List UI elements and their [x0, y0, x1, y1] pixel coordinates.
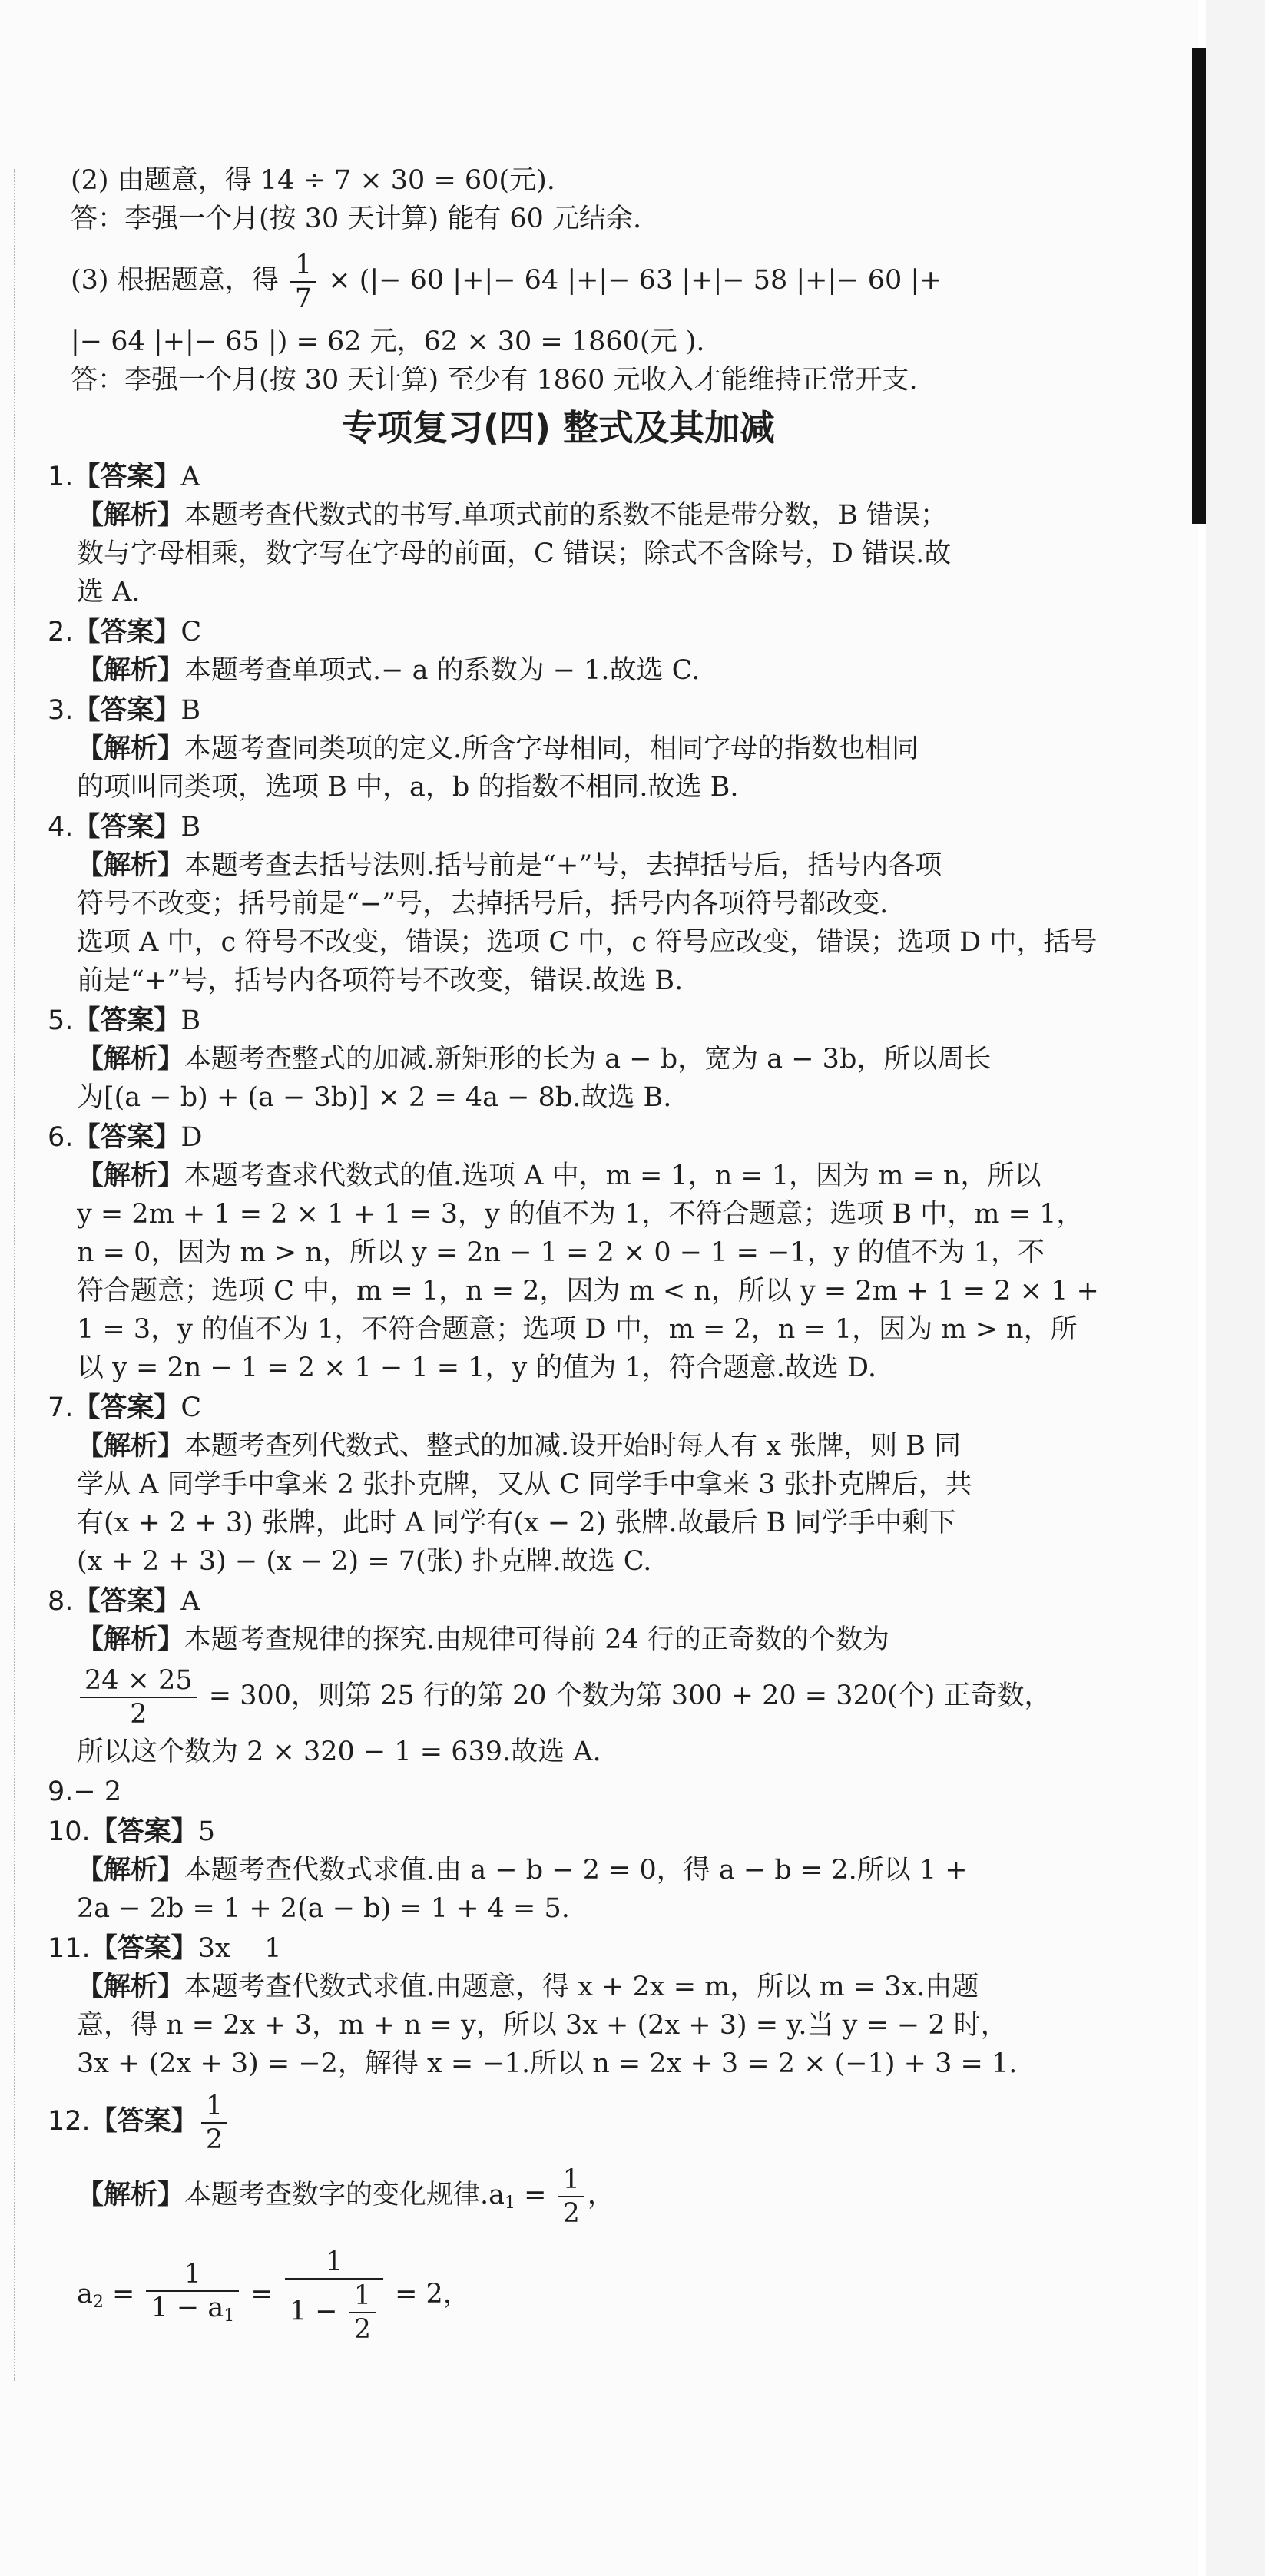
- item-number: 4.: [48, 812, 74, 843]
- explain-line: 本题考查代数式求值.由题意，得 x + 2x = m，所以 m = 3x.由题: [184, 1972, 979, 2002]
- explain-line: (x + 2 + 3) − (x − 2) = 7(张) 扑克牌.故选 C.: [77, 1546, 652, 1577]
- item-7: [48, 1389, 1069, 1581]
- item-number: 11.: [48, 1933, 91, 1964]
- explain-line: 选项 A 中，c 符号不改变，错误；选项 C 中，c 符号应改变，错误；选项 D 中，括号: [77, 927, 1098, 958]
- explain-line: 前是“+”号，括号内各项符号不改变，错误.故选 B.: [77, 965, 684, 996]
- answer-value: 3x 1: [197, 1933, 282, 1964]
- item-6: [48, 1118, 1099, 1387]
- explain-label: 【解析】: [77, 1972, 185, 2002]
- fraction-numerator: 1: [325, 2246, 343, 2277]
- part3-line: [48, 238, 1069, 323]
- subscript: 1: [505, 2194, 516, 2213]
- equals: =: [524, 2180, 547, 2210]
- item-1: [48, 458, 1069, 611]
- answer-label: 【答案】: [73, 1586, 181, 1617]
- answer-label: 【答案】: [73, 812, 181, 843]
- item-2: [48, 613, 1069, 690]
- explain-line: 学从 A 同学手中拿来 2 张扑克牌，又从 C 同学手中拿来 3 张扑克牌后，共: [77, 1469, 972, 1500]
- fraction-numerator: 1: [205, 2090, 223, 2121]
- subscript: 2: [92, 2293, 104, 2312]
- fraction-denominator: [285, 2278, 383, 2346]
- explain-label: 【解析】: [77, 655, 185, 686]
- explain-line: [77, 2158, 1069, 2240]
- explain-label: 【解析】: [77, 1855, 185, 1886]
- answer-fraction: [201, 2090, 227, 2156]
- item-11: [48, 1929, 1069, 2083]
- item-number: 8.: [48, 1586, 74, 1617]
- fraction-denominator: [146, 2290, 239, 2333]
- explain-line: 本题考查单项式.− a 的系数为 − 1.故选 C.: [184, 655, 700, 686]
- fraction: [146, 2258, 239, 2333]
- explain-label: 【解析】: [77, 500, 185, 531]
- explain-line: 有(x + 2 + 3) 张牌，此时 A 同学有(x − 2) 张牌.故最后 B 同学手中剩下: [77, 1508, 956, 1538]
- fraction-numerator: 1: [353, 2280, 371, 2311]
- fraction: [558, 2164, 584, 2230]
- explain-line: 本题考查规律的探究.由规律可得前 24 行的正奇数的个数为: [184, 1624, 889, 1655]
- answer-label: 【答案】: [73, 462, 181, 492]
- explain-text: 本题考查数字的变化规律.a: [184, 2180, 505, 2210]
- answer-value: 5: [197, 1816, 215, 1847]
- explain-line: 本题考查去括号法则.括号前是“+”号，去掉括号后，括号内各项: [184, 850, 942, 881]
- fraction-denominator: 2: [349, 2312, 376, 2346]
- inner-fraction: [349, 2280, 376, 2346]
- fraction: [80, 1664, 197, 1730]
- item-number: 1.: [48, 462, 74, 492]
- part3-lead: (3) 根据题意，得: [71, 265, 279, 296]
- fraction-denominator: 7: [290, 281, 316, 315]
- explain-line: 所以这个数为 2 × 320 − 1 = 639.故选 A.: [77, 1737, 601, 1767]
- part3-rest: × (|− 60 |+|− 64 |+|− 63 |+|− 58 |+|− 60 |+: [328, 265, 942, 296]
- answer-label: 【答案】: [90, 2106, 198, 2137]
- result: = 2，: [395, 2279, 470, 2309]
- answer-label: 【答案】: [90, 1816, 198, 1847]
- explain-line: 本题考查求代数式的值.选项 A 中，m = 1，n = 1，因为 m = n，所以: [184, 1161, 1041, 1191]
- explain-line: 以 y = 2n − 1 = 2 × 1 − 1 = 1，y 的值为 1，符合题意.故选 D.: [77, 1353, 876, 1383]
- item-4: [48, 808, 1098, 1000]
- explain-label: 【解析】: [77, 1624, 185, 1655]
- subscript: 1: [224, 2306, 235, 2326]
- item-10: [48, 1813, 1069, 1928]
- answer-label: 【答案】: [73, 617, 181, 647]
- explain-line: 意，得 n = 2x + 3，m + n = y，所以 3x + (2x + 3) = y.当 y = − 2 时，: [77, 2010, 1008, 2041]
- part3-fraction: [290, 249, 316, 315]
- item-5: [48, 1002, 1069, 1117]
- answer-value: A: [180, 1586, 200, 1617]
- fraction-numerator: 1: [184, 2259, 201, 2290]
- item-number: 10.: [48, 1816, 91, 1847]
- explain-line: 符合题意；选项 C 中，m = 1，n = 2，因为 m < n，所以 y = 2m + 1 = 2 × 1 +: [77, 1276, 1099, 1306]
- page-content: [48, 161, 1099, 2356]
- answer-label: 【答案】: [73, 1392, 181, 1423]
- answer-value: D: [180, 1122, 203, 1153]
- a2-symbol: a: [77, 2279, 93, 2309]
- comma: ，: [587, 2180, 614, 2210]
- denominator-text: 1 −: [289, 2296, 338, 2326]
- item-number: 2.: [48, 617, 74, 647]
- answer-value: C: [180, 617, 202, 647]
- explain-line: 为[(a − b) + (a − 3b)] × 2 = 4a − 8b.故选 B.: [77, 1082, 672, 1113]
- fraction-numerator: 1: [294, 249, 313, 280]
- part3-answer: 答：李强一个月(按 30 天计算) 至少有 1860 元收入才能维持正常开支.: [71, 365, 918, 396]
- denominator-text: 1 − a: [151, 2293, 224, 2323]
- item-number: 7.: [48, 1392, 74, 1423]
- answer-label: 【答案】: [73, 695, 181, 726]
- answer-value: B: [180, 1005, 201, 1036]
- part2-answer: 答：李强一个月(按 30 天计算) 能有 60 元结余.: [71, 204, 642, 234]
- explain-line: 选 A.: [77, 577, 141, 608]
- equals: =: [112, 2279, 135, 2309]
- explain-line: y = 2m + 1 = 2 × 1 + 1 = 3，y 的值不为 1，不符合题意；选项 B 中，m = 1，: [77, 1199, 1084, 1230]
- item-12: [48, 2084, 1069, 2356]
- explain-line: 本题考查代数式的书写.单项式前的系数不能是带分数，B 错误；: [184, 500, 947, 531]
- explain-line: n = 0，因为 m > n，所以 y = 2n − 1 = 2 × 0 − 1 = −1，y 的值不为 1，不: [77, 1237, 1045, 1268]
- explain-label: 【解析】: [77, 1431, 185, 1462]
- explain-line: 本题考查列代数式、整式的加减.设开始时每人有 x 张牌，则 B 同: [184, 1431, 962, 1462]
- page-edge-shadow: [1206, 0, 1265, 2576]
- item-number: 3.: [48, 695, 74, 726]
- answer-value: C: [180, 1392, 202, 1423]
- item-number: 12.: [48, 2106, 91, 2137]
- page-edge-bar: [1192, 48, 1206, 524]
- equals: =: [250, 2279, 273, 2309]
- explain-line: 符号不改变；括号前是“−”号，去掉括号后，括号内各项符号都改变.: [77, 889, 889, 919]
- explain-line: 本题考查整式的加减.新矩形的长为 a − b，宽为 a − 3b，所以周长: [184, 1044, 992, 1074]
- item-9: [48, 1773, 1069, 1811]
- answer-value: A: [180, 462, 200, 492]
- explain-label: 【解析】: [77, 733, 185, 764]
- item-3: [48, 691, 1069, 806]
- explain-line: 2a − 2b = 1 + 2(a − b) = 1 + 4 = 5.: [77, 1893, 570, 1924]
- a2-line: [77, 2240, 1069, 2356]
- fraction-denominator: 2: [558, 2196, 584, 2230]
- explain-line: 的项叫同类项，选项 B 中，a，b 的指数不相同.故选 B.: [77, 772, 739, 803]
- item-8: [48, 1582, 1069, 1771]
- explain-label: 【解析】: [77, 850, 185, 881]
- answer-label: 【答案】: [73, 1005, 181, 1036]
- section-heading: 专项复习(四) 整式及其加减: [341, 407, 776, 449]
- fraction-line: [77, 1659, 1069, 1733]
- fraction-numerator: 1: [562, 2164, 580, 2195]
- explain-line: 本题考查代数式求值.由 a − b − 2 = 0，得 a − b = 2.所以 1 +: [184, 1855, 968, 1886]
- explain-line: = 300，则第 25 行的第 20 个数为第 300 + 20 = 320(个) 正奇数，: [208, 1680, 1051, 1711]
- answer-label: 【答案】: [73, 1122, 181, 1153]
- explain-line: 3x + (2x + 3) = −2，解得 x = −1.所以 n = 2x + 3 = 2 × (−1) + 3 = 1.: [77, 2048, 1018, 2079]
- part2-line: (2) 由题意，得 14 ÷ 7 × 30 = 60(元).: [71, 165, 555, 196]
- answer-value: − 2: [73, 1776, 122, 1807]
- fraction-numerator: 24 × 25: [84, 1664, 193, 1696]
- explain-line: 本题考查同类项的定义.所含字母相同，相同字母的指数也相同: [184, 733, 919, 764]
- fraction-denominator: 2: [80, 1697, 197, 1730]
- explain-label: 【解析】: [77, 1161, 185, 1191]
- item-number: 9.: [48, 1776, 74, 1807]
- explain-line: 1 = 3，y 的值不为 1，不符合题意；选项 D 中，m = 2，n = 1，因为 m > n，所: [77, 1314, 1078, 1345]
- explain-label: 【解析】: [77, 2180, 185, 2210]
- answer-value: B: [180, 695, 201, 726]
- explain-line: 数与字母相乘，数字写在字母的前面，C 错误；除式不含除号，D 错误.故: [77, 538, 952, 569]
- margin-dotted-line: [14, 169, 15, 2381]
- compound-fraction: [285, 2246, 383, 2346]
- item-number: 6.: [48, 1122, 74, 1153]
- fraction-denominator: 2: [201, 2122, 227, 2156]
- item-number: 5.: [48, 1005, 74, 1036]
- explain-label: 【解析】: [77, 1044, 185, 1074]
- part3-line2: |− 64 |+|− 65 |) = 62 元，62 × 30 = 1860(元 ).: [71, 326, 705, 357]
- answer-label: 【答案】: [90, 1933, 198, 1964]
- answer-value: B: [180, 812, 201, 843]
